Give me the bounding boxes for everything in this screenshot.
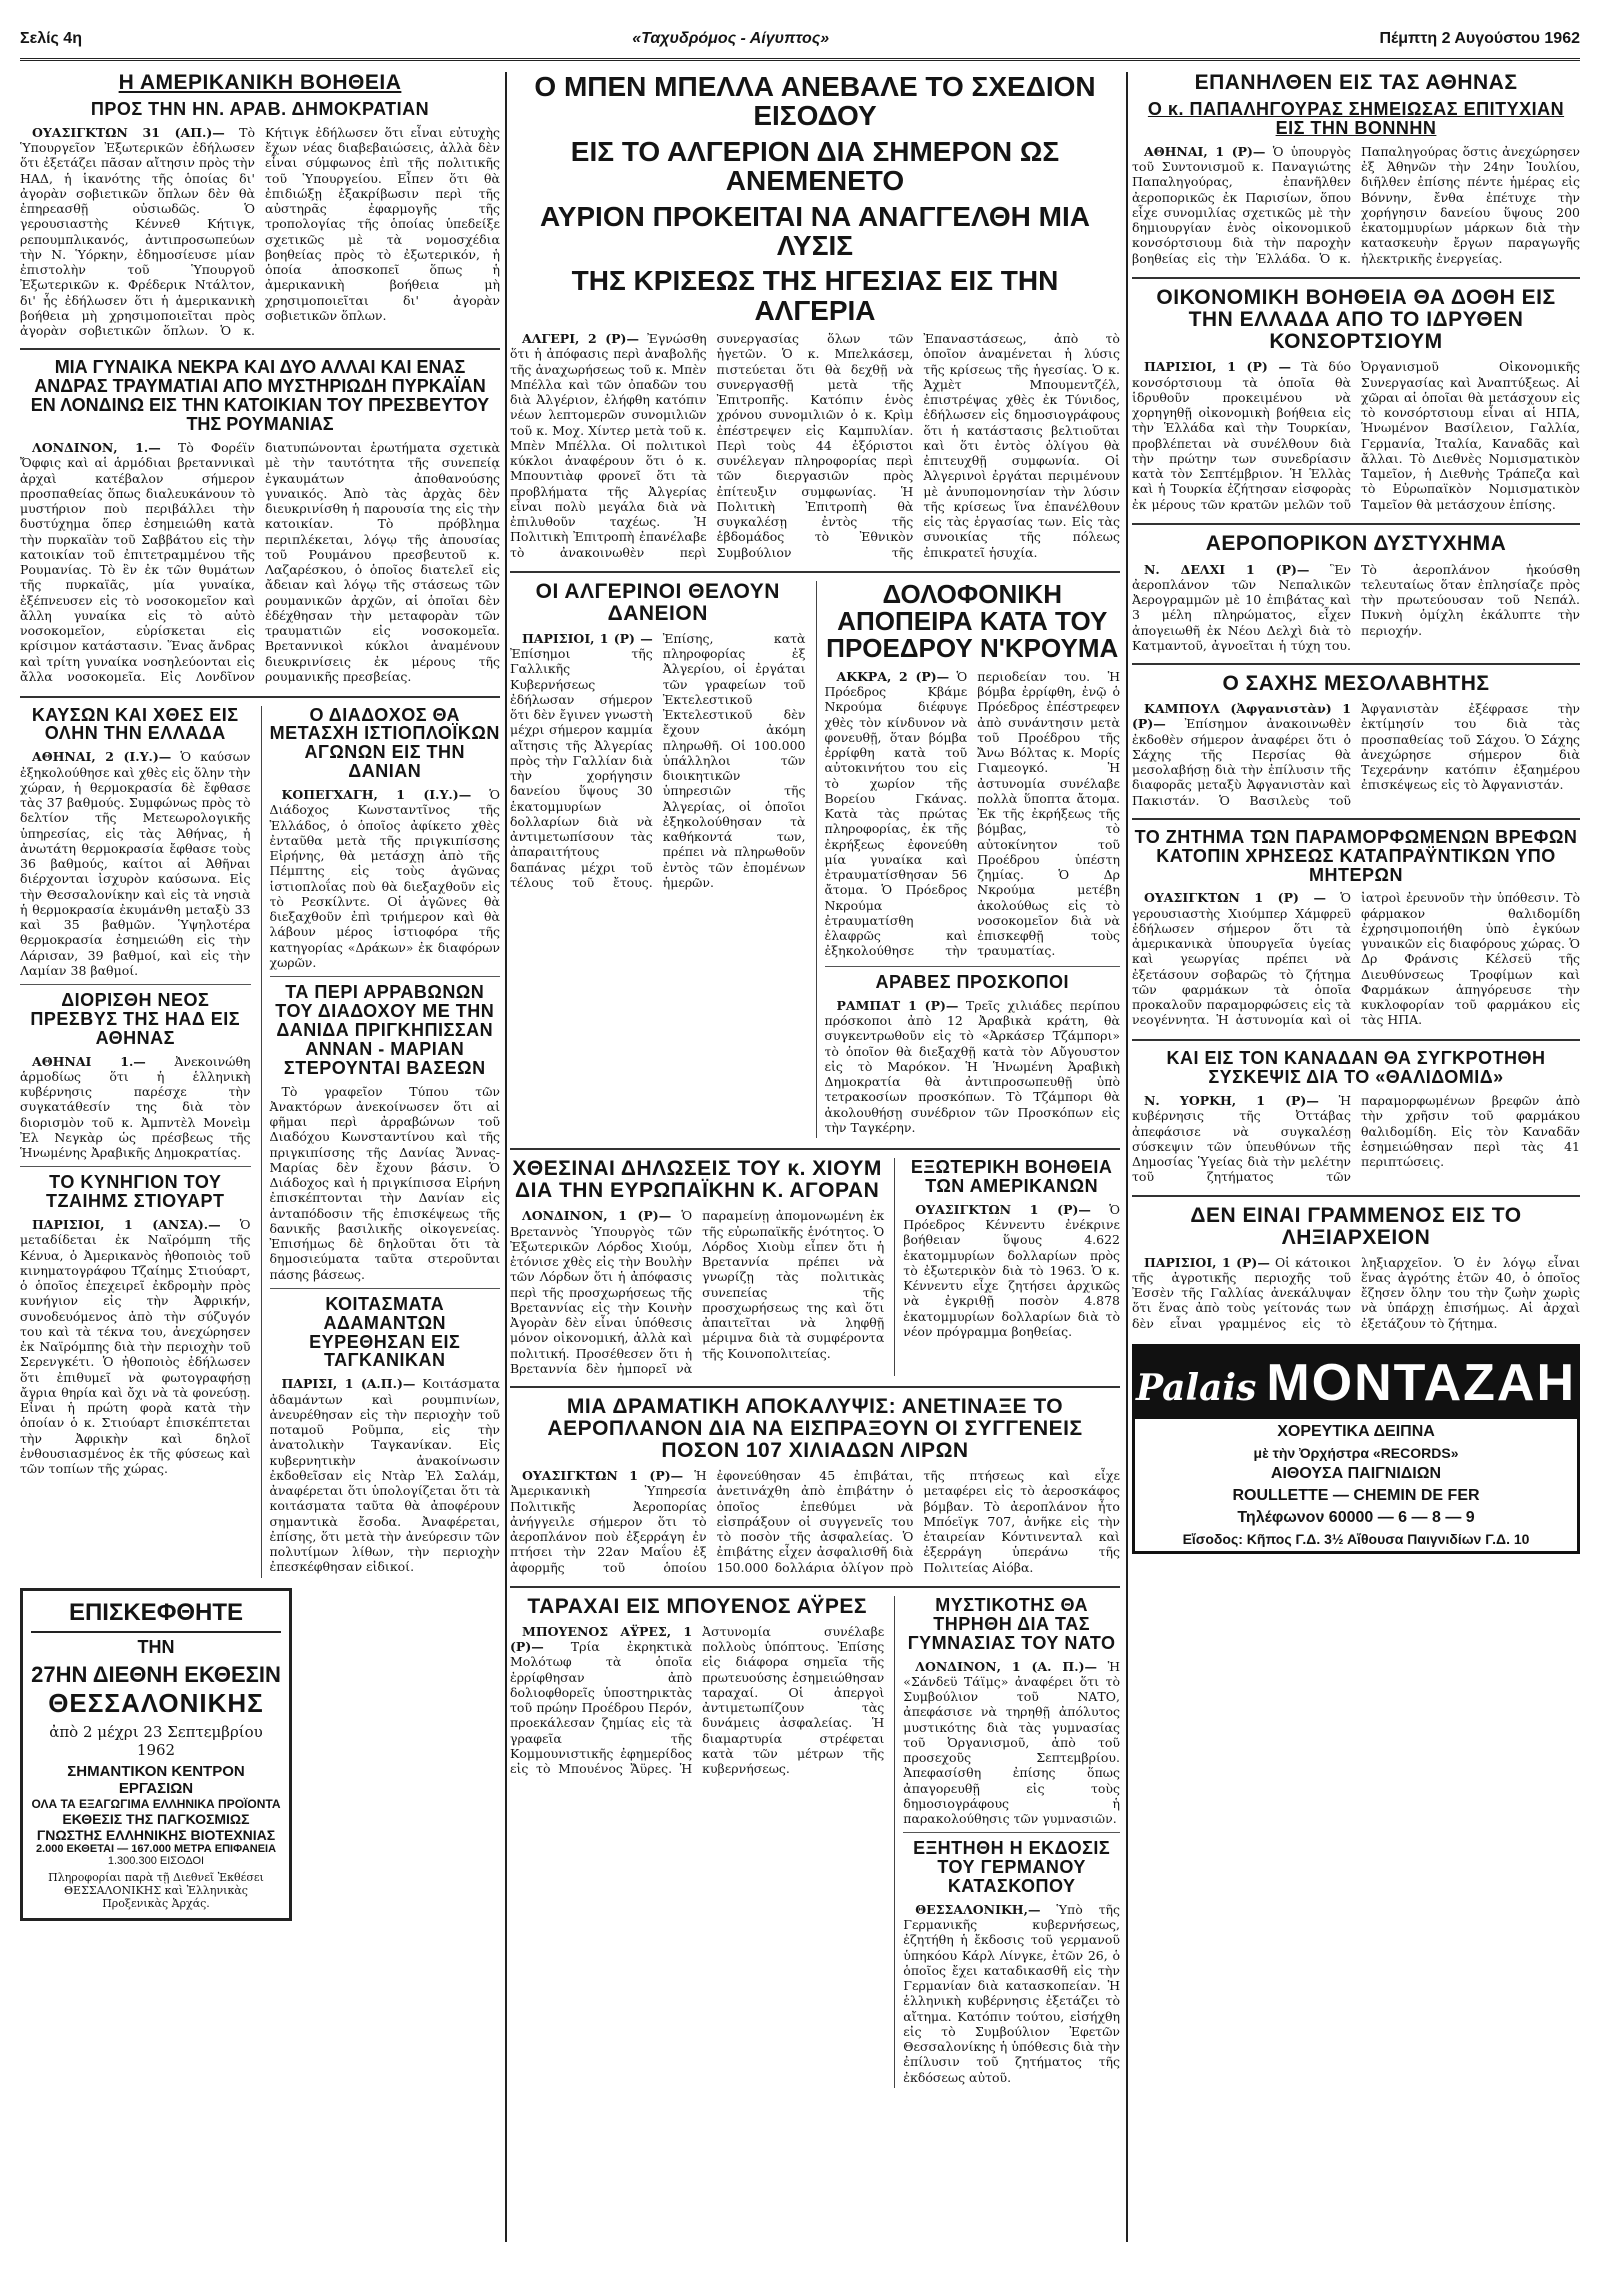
- headline: ΜΥΣΤΙΚΟΤΗΣ ΘΑ ΤΗΡΗΘΗ ΔΙΑ ΤΑΣ ΓΥΜΝΑΣΙΑΣ ΤΟΥ ΝΑΤΟ: [907, 1594, 1116, 1653]
- dateline: ΑΚΚΡΑ, 2 (Ρ)—: [836, 668, 950, 684]
- article-text: Ἐγνώσθη ὅτι ἡ ἀπόφασις περὶ ἀναβολῆς τῆς ἀναχωρήσεως τοῦ κ. Μπὲν Μπέλλα καὶ τῶν ὀπαδῶν του διὰ Ἀλγέριον, ἐλήφθη κατόπιν νέων λεπτομερῶν συνομιλιῶν τοῦ κ. Μοχ. Χίντερ μετὰ τοῦ κ. Μπὲν Μπέλλα. Οἱ πολιτικοὶ κύκλοι ἀναφέρουν ὅτι ὁ κ. Μπουντιὰφ φρονεῖ ὅτι τὰ προβλήματα τῆς Ἀλγερίας εἶναι πολὺ μεγάλα διὰ νὰ ἐπιλυθοῦν ταχέως. Ἡ Πολιτικὴ Ἐπιτροπὴ ἐπανέλαβε τὸ ἀνακοινωθὲν περὶ συνεργασίας ὅλων τῶν ἡγετῶν. Ὁ κ. Μπελκάσεμ, πιστεύεται ὅτι θὰ δεχθῇ νὰ συνεργασθῇ μετὰ τῆς Ἐπιτροπῆς. Κατόπιν ἑνὸς χρόνου συνομιλιῶν ὁ κ. Κρὶμ ἐπέστρεψεν εἰς Καμπυλίαν. Περὶ τοὺς 44 ἐξόριστοι συνέλεγαν πληροφορίας περὶ τῶν διεργασιῶν πρὸς ἐπίτευξιν συμφωνίας. Ἡ Πολιτικὴ Ἐπιτροπὴ θὰ συγκαλέσῃ ἐντὸς τῆς ἑβδομάδος τὸ Ἐθνικὸν Συμβούλιον τῆς Ἐπαναστάσεως, ἀπὸ τὸ ὁποῖον ἀναμένεται ἡ λύσις τῆς κρίσεως τῆς ἡγεσίας. Ὁ κ. Ἀχμὲτ Μπουμεντζέλ, ἐπιστρέψας χθὲς ἐκ Τύνιδος, ἐδήλωσεν εἰς δημοσιογράφους ὅτι ἡ κατάστασις βελτιοῦται καὶ ὅτι ἐντὸς ὀλίγου θὰ ἐπιτευχθῇ συμφωνία. Οἱ Ἀλγερινοὶ ἐργάται περιμένουν μὲ ἀνυπομονησίαν τὴν λύσιν τῆς κρίσεως ἵνα ἐπανέλθουν εἰς τὰς ἐργασίας των. Εἰς τὰς συνοικίας τῆς πόλεως ἐπικρατεῖ ἡσυχία.: [510, 331, 1120, 560]
- article-text: Ὁ Πρόεδρος Κβάμε Νκρούμα διέφυγε χθὲς τὸν κίνδυνον νὰ φονευθῇ, ὅταν βόμβα ἐρρίφθη κατὰ τοῦ αὐτοκινήτου του εἰς τὸ χωρίον τῆς Βορείου Γκάνας. Κατὰ τὰς πρώτας πληροφορίας, ἐκ τῆς ἐκρήξεως ἐφονεύθη μία γυναίκα καὶ ἐτραυματίσθησαν 56 ἄτομα. Ὁ Πρόεδρος Νκρούμα ἐτραυματίσθη ἐλαφρῶς καὶ ἐξηκολούθησε τὴν περιοδείαν του. Ἡ βόμβα ἐρρίφθη, ἐνῷ ὁ Πρόεδρος ἐπέστρεφεν ἀπὸ συνάντησιν μετὰ τοῦ Προέδρου τῆς Ἄνω Βόλτας κ. Μορίς Γιαμεογκό. Ἡ ἀστυνομία συνέλαβε πολλὰ ὕποπτα ἄτομα. Ἐκ τῆς ἐκρήξεως τῆς βόμβας, τὸ αὐτοκίνητον τοῦ Προέδρου ὑπέστη ζημίας. Ὁ Δρ Νκρούμα μετέβη ἀκολούθως εἰς τὸ νοσοκομεῖον διὰ νὰ ἐπισκεφθῇ τοὺς τραυματίας.: [824, 668, 1120, 959]
- dateline: ΟΥΑΣΙΓΚΤΩΝ 1 (Ρ)—: [522, 1468, 684, 1484]
- palais-montazah-advertisement: [1132, 1344, 1580, 1554]
- page-number: Σελίς 4η: [20, 30, 82, 47]
- fair-advertisement: [20, 1588, 292, 1921]
- ad-line: 1.300.300 ΕΙΣΟΔΟΙ: [107, 1854, 205, 1867]
- article-body: [903, 1202, 1120, 1339]
- right-subcolumn: [894, 1596, 1120, 2088]
- article-body: [20, 749, 251, 978]
- article-row-5: [510, 1586, 1120, 2088]
- headline: ΕΞΗΤΗΘΗ Η ΕΚΔΟΣΙΣ ΤΟΥ ΓΕΡΜΑΝΟΥ ΚΑΤΑΣΚΟΠΟΥ: [913, 1838, 1111, 1897]
- ad-line: ΕΚΘΕΣΙΣ ΤΗΣ ΠΑΓΚΟΣΜΙΩΣ ΓΝΩΣΤΗΣ ΕΛΛΗΝΙΚΗΣ ΒΙΟΤΕΧΝΙΑΣ: [36, 1810, 276, 1843]
- article-american-aid: [20, 72, 500, 338]
- headline: ΑΡΑΒΕΣ ΠΡΟΣΚΟΠΟΙ: [875, 972, 1069, 993]
- ad-line: ἀπὸ 2 μέχρι 23 Σεπτεμβρίου 1962: [49, 1722, 263, 1759]
- divider: [20, 984, 251, 985]
- dateline: ΠΑΡΙΣΙΟΙ, 1 (Ρ) —: [522, 630, 653, 646]
- article-body: [20, 125, 500, 339]
- article-body: [1132, 562, 1580, 654]
- column-rule: [1126, 72, 1128, 2242]
- article-text: Ἐπίσημον ἀνακοινωθὲν ἐκδοθὲν σήμερον ἀναφέρει ὅτι ὁ Σάχης τῆς Περσίας θὰ μεσολαβήσῃ διὰ τὴν ἐπίλυσιν τῆς διαφορᾶς μεταξὺ Ἀφγανιστὰν καὶ Πακιστάν. Ὁ Βασιλεὺς τοῦ Ἀφγανιστὰν ἐξέφρασε τὴν ἐκτίμησίν του διὰ τὰς προσπαθείας τοῦ Σάχου. Ὁ Σάχης ἀνεχώρησε σήμερον διὰ Τεχεράνην κατόπιν ἐξαημέρου ἐπισκέψεως εἰς τὸ Ἀφγανιστάν.: [1132, 701, 1580, 808]
- issue-date: Πέμπτη 2 Αυγούστου 1962: [1379, 30, 1580, 47]
- headline: ΤΑΡΑΧΑΙ ΕΙΣ ΜΠΟΥΕΝΟΣ ΑΫΡΕΣ: [527, 1594, 867, 1618]
- article-body: [510, 331, 1120, 561]
- dateline: ΑΘΗΝΑΙ 1.—: [32, 1053, 146, 1069]
- article-text: Ὁ Βρεταννὸς Ὑπουργὸς τῶν Ἐξωτερικῶν Λόρδος Χιούμ, ἐτόνισε χθὲς εἰς τὴν Βουλὴν τῶν Λόρδων ὅτι ἡ ἀπόφασις περὶ τῆς προσχωρήσεως τῆς Βρεταννίας εἰς τὴν Κοινὴν Ἀγορὰν δὲν εἶναι ὑπόθεσις μόνον οἰκονομική, ἀλλὰ καὶ πολιτική. Προσέθεσεν ὅτι ἡ Βρεταννία δὲν ἠμπορεῖ νὰ παραμείνῃ ἀπομονωμένη ἐκ τῆς εὐρωπαϊκῆς ἑνότητος. Ὁ Λόρδος Χιοὺμ εἶπεν ὅτι ἡ Βρεταννία πρέπει νὰ γνωρίζῃ τὰς πολιτικὰς συνεπείας τῆς προσχωρήσεως της καὶ ὅτι ἀπαιτεῖται νὰ ληφθῇ μέριμνα διὰ τὰ συμφέροντα τῆς Κοινοπολιτείας.: [510, 1208, 885, 1376]
- left-subcolumn: [510, 581, 806, 1138]
- article-text: Ὑπὸ τῆς Γερμανικῆς κυβερνήσεως, ἐζητήθη ἡ ἔκδοσις τοῦ γερμανοῦ ὑπηκόου Κάρλ Λίνγκε, ἐτῶν 26, ὁ ὁποῖος ἔχει καταδικασθῆ εἰς τὴν Γερμανίαν διὰ κατασκοπείαν. Ἡ ἑλληνικὴ κυβέρνησις ἐξετάζει τὸ αἴτημα. Κατόπιν τούτου, εἰσήχθη εἰς τὸ Συμβούλιον Ἐφετῶν Θεσσαλονίκης ἡ ὑπόθεσις διὰ τὴν ἐπίλυσιν τοῦ ζητήματος τῆς ἐκδόσεως αὐτοῦ.: [903, 1901, 1120, 2085]
- headline: ΤΑ ΠΕΡΙ ΑΡΡΑΒΩΝΩΝ ΤΟΥ ΔΙΑΔΟΧΟΥ ΜΕ ΤΗΝ ΔΑΝΙΔΑ ΠΡΙΓΚΗΠΙΣΣΑΝ ΑΝΝΑΝ - ΜΑΡΙΑΝ ΣΤΕΡΟΥΝΤΑΙ ΒΑΣΕΩΝ: [275, 982, 495, 1078]
- ad-line: Πληροφορίαι παρὰ τῇ Διεθνεῖ Ἐκθέσει ΘΕΣΣΑΛΟΝΙΚΗΣ καὶ Ἑλληνικὰς Προξενικὰς Ἀρχάς.: [48, 1870, 264, 1910]
- right-column: [1132, 72, 1580, 2242]
- article-body: [20, 1054, 251, 1161]
- dateline: Ν. ΥΟΡΚΗ, 1 (Ρ)—: [1144, 1093, 1319, 1109]
- headline: Ο ΔΙΑΔΟΧΟΣ ΘΑ ΜΕΤΑΣΧΗ ΙΣΤΙΟΠΛΟΪΚΩΝ ΑΓΩΝΩΝ ΕΙΣ ΤΗΝ ΔΑΝΙΑΝ: [269, 704, 500, 782]
- ad-line: ΕΠΙΣΚΕΦΘΗΤΕ: [31, 1599, 281, 1633]
- ad-banner: [1135, 1347, 1577, 1419]
- dateline: ΛΟΝΔΙΝΟΝ, 1.—: [32, 440, 161, 455]
- article-body: [903, 1902, 1120, 2085]
- center-column: [510, 72, 1120, 2242]
- headline: Η ΑΜΕΡΙΚΑΝΙΚΗ ΒΟΗΘΕΙΑ: [118, 72, 402, 94]
- article-body: [825, 998, 1121, 1135]
- headline: ΧΘΕΣΙΝΑΙ ΔΗΛΩΣΕΙΣ ΤΟΥ κ. ΧΙΟΥΜ ΔΙΑ ΤΗΝ ΕΥΡΩΠΑΪΚΗΝ Κ. ΑΓΟΡΑΝ: [512, 1157, 882, 1203]
- article-body: [1132, 1093, 1580, 1185]
- article-registry: [1132, 1195, 1580, 1333]
- article-body: [1132, 1255, 1580, 1333]
- article-shah: [1132, 663, 1580, 808]
- ad-line: 2.000 ΕΚΘΕΤΑΙ — 167.000 ΜΕΤΡΑ ΕΠΙΦΑΝΕΙΑ: [35, 1842, 277, 1855]
- article-body: [1132, 701, 1580, 808]
- article-thalidomide: [1132, 818, 1580, 1029]
- article-body: [825, 669, 1121, 960]
- article-body: [510, 1624, 884, 1778]
- headline: ΚΑΥΣΩΝ ΚΑΙ ΧΘΕΣ ΕΙΣ ΟΛΗΝ ΤΗΝ ΕΛΛΑΔΑ: [31, 704, 239, 744]
- article-canada: [1132, 1039, 1580, 1184]
- left-column: [20, 72, 500, 2242]
- article-body: [903, 1659, 1120, 1827]
- article-text: Ἐπίσημοι τῆς Γαλλικῆς Κυβερνήσεως ἐδήλωσαν σήμερον ὅτι δὲν ἔγινεν γνωστὴ μέχρι σήμερον καμμία αἴτησις τῆς Ἀλγερίας πρὸς τὴν Γαλλίαν διὰ τὴν χορήγησιν δανείου ὕψους 30 ἑκατομμυρίων δολλαρίων διὰ νὰ ἀντιμετωπίσουν τὰς ἀπαραιτήτους δαπάνας μέχρι τοῦ τέλους τοῦ ἔτους. Ἐπίσης, κατὰ πληροφορίας ἐξ Ἀλγερίου, οἱ ἐργάται τῶν γραφείων τοῦ Ἐκτελεστικοῦ Ἐκτελεστικοῦ δὲν ἔχουν ἀκόμη πληρωθῆ. Οἱ 100.000 ὑπάλληλοι τῶν διοικητικῶν ὑπηρεσιῶν τῆς Ἀλγερίας, οἱ ὁποῖοι ἐξηκολούθησαν τὰ καθήκοντά των, πρέπει νὰ πληρωθοῦν ἐντὸς τῶν ἐπομένων ἡμερῶν.: [510, 630, 806, 890]
- headline: ΕΞΩΤΕΡΙΚΗ ΒΟΗΘΕΙΑ ΤΩΝ ΑΜΕΡΙΚΑΝΩΝ: [910, 1157, 1113, 1197]
- headline: ΑΥΡΙΟΝ ΠΡΟΚΕΙΤΑΙ ΝΑ ΑΝΑΓΓΕΛΘΗ ΜΙΑ ΛΥΣΙΣ: [540, 200, 1090, 261]
- article-body: [510, 631, 806, 892]
- divider: [903, 1832, 1120, 1833]
- article-text: Ἓν ἀεροπλάνον τῶν Νεπαλικῶν Ἀερογραμμῶν μὲ 10 ἐπιβάτας καὶ 3 μέλη πληρώματος, εἶχεν ἀπογειωθῆ ἐκ Νέου Δελχὶ διὰ τὸ Κατμαντοῦ, ἀγνοεῖται ἡ τύχη του. Τὸ ἀεροπλάνον ἠκούσθη τελευταίως ὅταν ἐπλησίαζε πρὸς τὴν πρωτεύουσαν τοῦ Νεπάλ. Πυκνὴ ὁμίχλη ἐκάλυπτε τὴν περιοχήν.: [1132, 561, 1580, 653]
- dateline: ΡΑΜΠΑΤ 1 (Ρ)—: [836, 997, 959, 1013]
- dateline: ΟΥΑΣΙΓΚΤΩΝ 1 (Ρ) —: [1144, 890, 1327, 906]
- article-text: Κοιτάσματα ἀδαμάντων καὶ ρουμπινίων, ἀνευρέθησαν εἰς τὴν περιοχὴν τοῦ ποταμοῦ Ροῦμπα, εἰς τὴν ἀνατολικὴν Ταγκανίκαν. Εἰς κυβερνητικὴν ἀνακοίνωσιν ἐκδοθεῖσαν εἰς Ντὰρ Ἐλ Σαλάμ, ἀναφέρεται ὅτι ὑπολογίζεται ὅτι τὰ κοιτάσματα ταῦτα θὰ ἀποφέρουν σημαντικὰ ἔσοδα. Ἀναφέρεται, ἐπίσης, ὅτι μετὰ τὴν ἀνεύρεσιν τῶν πολυτίμων λίθων, τὴν περιοχὴν ἐπεσκέφθησαν εἰδικοί.: [269, 1376, 500, 1575]
- headline: ΤΟ ΚΥΝΗΓΙΟΝ ΤΟΥ ΤΖΑΙΗΜΣ ΣΤΙΟΥΑΡΤ: [46, 1172, 225, 1212]
- article-london-fire: [20, 348, 500, 685]
- article-body: [20, 1217, 251, 1476]
- column-rule: [505, 72, 507, 2242]
- right-subcolumn: [261, 706, 501, 1578]
- article-row-2: [510, 571, 1120, 1138]
- article-body: [270, 1084, 501, 1282]
- left-subcolumn: [510, 1596, 884, 2088]
- subheadline: ΠΡΟΣ ΤΗΝ ΗΝ. ΑΡΑΒ. ΔΗΜΟΚΡΑΤΙΑΝ: [90, 99, 430, 120]
- newspaper-page: [20, 20, 1580, 2250]
- article-papaligouras: [1132, 72, 1580, 267]
- ad-line: ΘΕΣΣΑΛΟΝΙΚΗΣ: [48, 1687, 264, 1718]
- article-text: Οἱ κάτοικοι τῆς ἀγροτικῆς περιοχῆς τοῦ Ἐσσὲν τῆς Γαλλίας ἀνεκάλυψαν ὅτι ἕνας ἀπὸ τοὺς γείτονάς των δὲν εἶναι γραμμένος εἰς τὸ ληξιαρχεῖον. Ὁ ἐν λόγῳ εἶναι ἕνας ἀγρότης ἐτῶν 40, ὁ ὁποῖος ἔζησεν ὅλην του τὴν ζωὴν χωρὶς νὰ ὑπάρχῃ ἐπισήμως. Αἱ ἀρχαὶ ἐξετάζουν τὸ ζήτημα.: [1132, 1254, 1580, 1331]
- ad-line: ΑΙΘΟΥΣΑ ΠΑΙΓΝΙΔΙΩΝ: [1270, 1465, 1442, 1483]
- dateline: ΛΟΝΔΙΝΟΝ, 1 (Ρ)—: [522, 1208, 672, 1224]
- article-text: Ὁ Πρόεδρος Κέννεντυ ἐνέκρινε βοήθειαν ὕψους 4.622 ἑκατομμυρίων δολλαρίων πρὸς τὸ ἐξωτερικὸν διὰ τὸ 1963. Ὁ κ. Κέννεντυ εἶχε ζητήσει ἀρχικῶς νὰ ἐγκριθῇ ποσὸν 4.878 ἑκατομμυρίων δολλαρίων διὰ τὸ νέον πρόγραμμα βοηθείας.: [903, 1201, 1120, 1339]
- headline: ΔΕΝ ΕΙΝΑΙ ΓΡΑΜΜΕΝΟΣ ΕΙΣ ΤΟ ΛΗΞΙΑΡΧΕΙΟΝ: [1190, 1203, 1522, 1249]
- right-subcolumn: [894, 1158, 1120, 1376]
- divider: [825, 966, 1121, 967]
- article-body: [1132, 359, 1580, 513]
- article-body: [1132, 890, 1580, 1029]
- article-text: Ἡ «Σάνδεϋ Τάϊμς» ἀναφέρει ὅτι τὸ Συμβούλιον τοῦ ΝΑΤΟ, ἀπεφάσισε νὰ τηρηθῇ ἀπόλυτος μυστικότης διὰ τὰς γυμνασίας τοῦ Ὀργανισμοῦ, ἀπὸ τοῦ προσεχοῦς Σεπτεμβρίου. Ἀπεφασίσθη ἐπίσης ὅπως ἀπαγορευθῇ εἰς τοὺς δημοσιογράφους ἡ παρακολούθησις τῶν γυμνασιῶν.: [903, 1658, 1120, 1827]
- article-ben-bella: [510, 72, 1120, 561]
- headline: ΚΟΙΤΑΣΜΑΤΑ ΑΔΑΜΑΝΤΩΝ ΕΥΡΕΘΗΣΑΝ ΕΙΣ ΤΑΓΚΑΝΙΚΑΝ: [309, 1293, 461, 1371]
- ad-name: MONTAZAH: [1266, 1354, 1577, 1413]
- dateline: ΛΟΝΔΙΝΟΝ, 1 (Α. Π.)—: [915, 1658, 1098, 1674]
- dateline: ΠΑΡΙΣΙ, 1 (Α.Π.)—: [281, 1376, 416, 1392]
- headline: ΟΙΚΟΝΟΜΙΚΗ ΒΟΗΘΕΙΑ ΘΑ ΔΟΘΗ ΕΙΣ ΤΗΝ ΕΛΛΑΔΑ ΑΠΟ ΤΟ ΙΔΡΥΘΕΝ ΚΟΝΣΟΡΤΣΙΟΥΜ: [1156, 286, 1556, 354]
- article-text: Ἡ κυβέρνησις τῆς Ὀττάβας ἀπεφάσισε νὰ συγκαλέσῃ σύσκεψιν τῶν ὑπευθύνων τῆς Δημοσίας Ὑγείας διὰ τὴν μελέτην τοῦ ζητήματος τῶν παραμορφωμένων βρεφῶν ἀπὸ τὴν χρῆσιν τοῦ φαρμάκου θαλιδομίδη. Εἰς τὸν Καναδᾶν ἐσημειώθησαν περὶ τὰς 41 περιπτώσεις.: [1132, 1093, 1580, 1185]
- dateline: ΚΟΠΕΓΧΑΓΗ, 1 (Ι.Υ.)—: [281, 787, 472, 803]
- ad-line: ΧΟΡΕΥΤΙΚΑ ΔΕΙΠΝΑ: [1277, 1423, 1435, 1441]
- dateline: ΑΘΗΝΑΙ, 2 (Ι.Υ.)—: [32, 749, 172, 765]
- headline: ΜΙΑ ΔΡΑΜΑΤΙΚΗ ΑΠΟΚΑΛΥΨΙΣ: ΑΝΕΤΙΝΑΞΕ ΤΟ ΑΕΡΟΠΛΑΝΟΝ ΔΙΑ ΝΑ ΕΙΣΠΡΑΞΟΥΝ ΟΙ ΣΥΓΓΕΝΕΙΣ ΠΟΣΟΝ 107 ΧΙΛΙΑΔΩΝ ΛΙΡΩΝ: [547, 1395, 1083, 1463]
- article-text: Ὁ Διάδοχος Κωνσταντῖνος τῆς Ἑλλάδος, ὁ ὁποῖος ἀφίκετο χθὲς ἐνταῦθα μετὰ τῆς πριγκιπίσσης Εἰρήνης, θὰ μετάσχῃ ἀπὸ τῆς Πέμπτης εἰς τοὺς ἀγῶνας ἱστιοπλοΐας ποὺ θὰ διεξαχθοῦν εἰς τὸ Ρεσκίλντε. Οἱ ἀγῶνες θὰ διεξαχθοῦν ἐπὶ τριήμερον καὶ θὰ λάβουν μέρος ἱστιοφόρα τῆς κατηγορίας «Δράκων» ἐκ διαφόρων χωρῶν.: [269, 787, 500, 970]
- dateline: ΟΥΑΣΙΓΚΤΩΝ 1 (Ρ)—: [915, 1201, 1091, 1217]
- article-text: Ἀνεκοινώθη ἁρμοδίως ὅτι ἡ ἑλληνικὴ κυβέρνησις παρέσχε τὴν συγκατάθεσίν της διὰ τὸν διορισμὸν τοῦ κ. Ἀμπντὲλ Μονεὶμ Ἐλ Νεγκὰρ ὡς πρέσβεως τῆς Ἡνωμένης Ἀραβικῆς Δημοκρατίας.: [20, 1053, 251, 1161]
- dateline: ΑΛΓΕΡΙ, 2 (Ρ)—: [522, 331, 639, 347]
- ad-line: ROULLETTE — CHEMIN DE FER: [1232, 1487, 1480, 1505]
- article-text: Τὸ Φορέϊν Ὄφφις καὶ αἱ ἁρμόδιαι βρεταννικαὶ ἀρχαὶ κατέβαλον σήμερον προσπαθείας ὅπως διαλευκάνουν τὸ μυστήριον ποὺ περιβάλλει τὴν δυστύχημα ὅπερ ἐσημειώθη κατὰ τὴν πυρκαϊὰν τοῦ Σαββάτου εἰς τὴν κατοικίαν τοῦ ἐπιτετραμμένου τῆς Ρουμανίας. Τὸ ἓν ἐκ τῶν θυμάτων τῆς πυρκαϊᾶς, μία γυναίκα, ἐξέπνευσεν εἰς τὸ νοσοκομεῖον καὶ ἄλλη γυναίκα εἰς τὸ αὐτὸ νοσοκομεῖον, εὑρίσκεται εἰς κρίσιμον κατάστασιν. Ἕνας ἄνδρας καὶ τρίτη γυναίκα νοσηλεύονται εἰς ἄλλα νοσοκομεῖα. Εἰς Λονδῖνον διατυπώνονται ἐρωτήματα σχετικὰ μὲ τὴν ταυτότητα τῆς συνεπείᾳ ἐγκαυμάτων ἀποθανούσης γυναικός. Ἀπὸ τὰς ἀρχὰς δὲν διευκρινίσθη ἡ παρουσία της εἰς τὴν κατοικίαν. Τὸ πρόβλημα περιπλέκεται, λόγῳ τῆς ἀπουσίας τοῦ Ρουμάνου πρεσβευτοῦ κ. Λαζαρέσκου, ὁ ὁποῖος διατελεῖ εἰς ἄδειαν καὶ λόγῳ τῆς στάσεως τῶν ρουμανικῶν ἀρχῶν, αἱ ὁποῖαι δὲν ἐδέχθησαν τὴν μεταφορὰν τῶν τραυματιῶν εἰς νοσοκομεῖα. Βρεταννικοὶ κύκλοι ἀναμένουν διευκρινίσεις ἐκ μέρους τῆς ρουμανικῆς πρεσβείας.: [20, 440, 500, 684]
- article-text: Ὁ γερουσιαστὴς Χιούμπερ Χάμφρεϋ ἐδήλωσεν σήμερον ὅτι τὰ ἀμερικανικὰ ὑπουργεῖα ὑγείας καὶ γεωργίας πρέπει νὰ ἐξετάσουν σοβαρῶς τὸ ζήτημα τῶν φαρμάκων τὰ ὁποῖα προκαλοῦν παραμορφώσεις εἰς τὰ νεογέννητα. Ἡ ἀστυνομία καὶ οἱ ἰατροὶ ἐρευνοῦν τὴν ὑπόθεσιν. Τὸ φάρμακον θαλιδομίδη ἐχρησιμοποιήθη ὑπὸ ἐγκύων γυναικῶν εἰς διαφόρους χώρας. Ὁ Δρ Φράνσις Κέλσεϋ τῆς Διευθύνσεως Τροφίμων καὶ Φαρμάκων ἀπηγόρευσε τὴν κυκλοφορίαν τοῦ φαρμάκου εἰς τὰς ΗΠΑ.: [1132, 890, 1580, 1028]
- ad-line: ΣΗΜΑΝΤΙΚΟΝ ΚΕΝΤΡΟΝ ΕΡΓΑΣΙΩΝ: [67, 1762, 245, 1797]
- article-text: Τρία ἐκρηκτικὰ Μολότωφ τὰ ὁποῖα ἐρρίφθησαν ἀπὸ δολιοφθορεῖς ὑποστηρικτὰς τοῦ πρώην Προέδρου Περόν, προεκάλεσαν ζημίας εἰς τὰ γραφεῖα τῆς Κομμουνιστικῆς ἐφημερίδος εἰς τὸ Μπουένος Ἄϋρες. Ἡ Ἀστυνομία συνέλαβε πολλοὺς ὑπόπτους. Ἐπίσης εἰς διάφορα σημεῖα τῆς πρωτευούσης ἐσημειώθησαν ταραχαί. Οἱ ἀπεργοὶ ἀντιμετωπίζουν τὰς δυνάμεις ἀσφαλείας. Ἡ διαμαρτυρία στρέφεται κατὰ τῶν μέτρων τῆς κυβερνήσεως.: [510, 1623, 885, 1777]
- ad-line: 27ΗΝ ΔΙΕΘΝΗ ΕΚΘΕΣΙΝ: [31, 1661, 281, 1687]
- headline: ΤΟ ΖΗΤΗΜΑ ΤΩΝ ΠΑΡΑΜΟΡΦΩΜΕΝΩΝ ΒΡΕΦΩΝ ΚΑΤΟΠΙΝ ΧΡΗΣΕΩΣ ΚΑΤΑΠΡΑΫΝΤΙΚΩΝ ΥΠΟ ΜΗΤΕΡΩΝ: [1134, 826, 1578, 885]
- subheadline: Ο κ. ΠΑΠΑΛΗΓΟΥΡΑΣ ΣΗΜΕΙΩΣΑΣ ΕΠΙΤΥΧΙΑΝ ΕΙΣ ΤΗΝ ΒΟΝΝΗΝ: [1147, 99, 1565, 138]
- dateline: ΚΑΜΠΟΥΛ (Ἀφγανιστὰν) 1 (Ρ)—: [1132, 701, 1351, 732]
- article-air-accident: [1132, 523, 1580, 653]
- dateline: Ν. ΔΕΛΧΙ 1 (Ρ)—: [1144, 561, 1310, 577]
- article-text: Ὁ ὑπουργὸς τοῦ Συντονισμοῦ κ. Παναγιώτης Παπαληγούρας, ἐπανῆλθεν ἀεροπορικῶς ἐκ Παρισίων, ὅπου εἶχε συνομιλίας σχετικῶς μὲ τὴν δημιουργίαν ἑνὸς οἰκονομικοῦ κονσόρτσιουμ διὰ τὴν παροχὴν βοηθείας εἰς τὴν Ἑλλάδα. Ὁ κ. Παπαληγούρας ὅστις ἀνεχώρησεν ἐξ Ἀθηνῶν τὴν 24ην Ἰουλίου, διῆλθεν ἐπίσης πέντε ἡμέρας εἰς Βόννην, ἔνθα ἐπέτυχε τὴν χορήγησιν δανείου ὕψους 200 ἑκατομμυρίων μάρκων διὰ τὴν κατασκευὴν ἔργων παραγωγῆς ἠλεκτρικῆς ἐνεργείας.: [1132, 143, 1580, 266]
- article-text: Τὸ Ὑπουργεῖον Ἐξωτερικῶν ἐδήλωσεν ὅτι ἐξετάζει πᾶσαν αἴτησιν πρὸς τὴν ΗΑΔ, ἡ ἱκανότης τῆς ὁποίας δι' ἀγορὰν σοβιετικῶν ὅπλων δὲν θὰ ἐπηρεασθῇ οὐσιωδῶς. Ὁ γερουσιαστὴς Κέννεθ Κήτιγκ, ρεπουμπλικανός, ἀντιπροσωπεύων τὴν Ν. Ὑόρκην, ἐδημοσίευσε μίαν ἐπιστολὴν τοῦ Ὑπουργοῦ Ἐξωτερικῶν κ. Φρέδερικ Ντάλτον, δι' ἧς ἐδήλωσεν ὅτι ἡ ἀμερικανικὴ βοήθεια μὴ χρησιμοποιεῖται πρὸς ἀγορὰν σοβιετικῶν ὅπλων. Ὁ κ. Κήτιγκ ἐδήλωσεν ὅτι εἶναι εὐτυχὴς ἔχων νέας διαβεβαιώσεις, ἀλλὰ δὲν εἶναι σύμφωνος ἐπὶ τῆς πολιτικῆς τοῦ Ὑπουργείου. Εἶπεν ὅτι θὰ ἐπιδιώξῃ ἐξακρίβωσιν περὶ τῆς αὐστηρᾶς ἐφαρμογῆς τῆς τροπολογίας τῆς ὁποίας ὑπεδείξε σχετικῶς μὲ τὰ νομοσχέδια βοηθείας πρὸς τὸ ἐξωτερικόν, ἡ ὁποία ἀποσκοπεῖ ὅπως ἡ ἀμερικανικὴ βοήθεια μὴ χρησιμοποιεῖται δι' ἀγορὰν σοβιετικῶν ὅπλων.: [20, 124, 500, 339]
- left-subcolumn: [20, 706, 251, 1578]
- dateline: ΘΕΣΣΑΛΟΝΙΚΗ,—: [915, 1901, 1041, 1917]
- ad-line: ΤΗΝ: [137, 1636, 175, 1657]
- left-subcolumn: [510, 1158, 884, 1376]
- article-body: [1132, 144, 1580, 268]
- headline: ΜΙΑ ΓΥΝΑΙΚΑ ΝΕΚΡΑ ΚΑΙ ΔΥΟ ΑΛΛΑΙ ΚΑΙ ΕΝΑΣ ΑΝΔΡΑΣ ΤΡΑΥΜΑΤΙΑΙ ΑΠΟ ΜΥΣΤΗΡΙΩΔΗ ΠΥΡΚΑΪΑΝ ΕΝ ΛΟΝΔΙΝΩ ΕΙΣ ΤΗΝ ΚΑΤΟΙΚΙΑΝ ΤΟΥ ΠΡΕΣΒΕΥΤΟΥ ΤΗΣ ΡΟΥΜΑΝΙΑΣ: [30, 357, 490, 435]
- dateline: ΠΑΡΙΣΙΟΙ, 1 (Ρ)—: [1144, 1254, 1270, 1270]
- headline: ΕΙΣ ΤΟ ΑΛΓΕΡΙΟΝ ΔΙΑ ΣΗΜΕΡΟΝ ΩΣ ΑΝΕΜΕΝΕΤΟ: [570, 135, 1060, 197]
- divider: [270, 1288, 501, 1289]
- article-text: Τὸ γραφεῖον Τύπου τῶν Ἀνακτόρων ἀνεκοίνωσεν ὅτι αἱ φῆμαι περὶ ἀρραβώνων τοῦ Διαδόχου Κωνσταντίνου καὶ τῆς πριγκιπίσσης τῆς Δανίας Ἄννας-Μαρίας δὲν ἔχουν βάσιν. Ὁ Διάδοχος καὶ ἡ πριγκίπισσα Εἰρήνη ἐπισκέπτονται τὴν Δανίαν εἰς ἀνταπόδοσιν τῆς ἐπισκέψεως τῆς δανικῆς βασιλικῆς οἰκογενείας. Ἐπισήμως δὲ δηλοῦται ὅτι τὰ δημοσιεύματα ταῦτα στεροῦνται πάσης βάσεως.: [269, 1083, 500, 1282]
- dateline: ΠΑΡΙΣΙΟΙ, 1 (Ρ) —: [1144, 359, 1291, 375]
- masthead: [20, 20, 1580, 61]
- dateline: ΟΥΑΣΙΓΚΤΩΝ 31 (ΑΠ.)—: [32, 124, 225, 140]
- article-text: Ὁ μεταδίδεται ἐκ Ναϊρόμπη τῆς Κένυα, ὁ Ἀμερικανὸς ἠθοποιὸς τοῦ κινηματογράφου Τζαίημς Στιούαρτ, ὁ ὁποῖος ἐπεχειρεῖ ἐκδρομὴν πρὸς κυνήγιον εἰς τὴν Ἀφρικήν, συνοδευόμενος ἀπὸ τὴν σύζυγόν του καὶ τὰ τέκνα του, ἀνεχώρησεν ἐκ Ναϊρόμπης διὰ τὴν περιοχὴν τοῦ Σερενγκέτι. Ὁ ἠθοποιὸς ἐδήλωσεν ὅτι ἐπιθυμεῖ νὰ φωτογραφήσῃ ἄγρια θηρία καὶ ὄχι νὰ τὰ φονεύσῃ. Εἶναι ἡ πρώτη φορὰ κατὰ τὴν ὁποίαν ὁ κ. Στιούαρτ ἐπισκέπτεται τὴν Ἀφρικὴν καὶ δηλοῖ ἐνθουσιασμένος ἐκ τῆς φύσεως καὶ τῶν τοπίων τῆς χώρας.: [20, 1217, 251, 1477]
- headline: ΑΕΡΟΠΟΡΙΚΟΝ ΔΥΣΤΥΧΗΜΑ: [1205, 532, 1507, 556]
- headline: ΔΟΛΟΦΟΝΙΚΗ ΑΠΟΠΕΙΡΑ ΚΑΤΑ ΤΟΥ ΠΡΟΕΔΡΟΥ Ν'ΚΡΟΥΜΑ: [826, 578, 1119, 664]
- ad-line: Τηλέφωνον 60000 — 6 — 8 — 9: [1237, 1509, 1475, 1527]
- divider: [270, 976, 501, 977]
- ad-name-script: Palais: [1135, 1367, 1257, 1410]
- article-body: [510, 1468, 1120, 1576]
- article-plane-bomb: [510, 1386, 1120, 1576]
- article-body: [510, 1208, 884, 1376]
- article-consortium: [1132, 277, 1580, 513]
- headline: ΚΑΙ ΕΙΣ ΤΟΝ ΚΑΝΑΔΑΝ ΘΑ ΣΥΓΚΡΟΤΗΘΗ ΣΥΣΚΕΨΙΣ ΔΙΑ ΤΟ «ΘΑΛΙΔΟΜΙΔ»: [1166, 1048, 1546, 1088]
- article-row-3: [20, 696, 500, 1578]
- headline: ΟΙ ΑΛΓΕΡΙΝΟΙ ΘΕΛΟΥΝ ΔΑΝΕΙΟΝ: [535, 579, 780, 625]
- right-subcolumn: [816, 578, 1121, 1138]
- headline: ΔΙΟΡΙΣΘΗ ΝΕΟΣ ΠΡΕΣΒΥΣ ΤΗΣ ΗΑΔ ΕΙΣ ΑΘΗΝΑΣ: [30, 990, 241, 1048]
- headline: ΤΗΣ ΚΡΙΣΕΩΣ ΤΗΣ ΗΓΕΣΙΑΣ ΕΙΣ ΤΗΝ ΑΛΓΕΡΙΑ: [571, 265, 1059, 326]
- divider: [20, 1166, 251, 1167]
- article-row-3: [510, 1148, 1120, 1376]
- headline: ΕΠΑΝΗΛΘΕΝ ΕΙΣ ΤΑΣ ΑΘΗΝΑΣ: [1194, 72, 1518, 94]
- newspaper-name: «Ταχυδρόμος - Αίγυπτος»: [632, 30, 830, 47]
- article-text: Τρεῖς χιλιάδες περίπου πρόσκοποι ἀπὸ 12 Ἀραβικὰ κράτη, θὰ συγκεντρωθοῦν εἰς τὸ «Ἀρκάσερ Τζάμπορι» τὸ ὁποῖον θὰ διεξαχθῇ κατὰ τὸν Αὔγουστον εἰς τὸ Μαρόκον. Ἡ Ἡνωμένη Ἀραβικὴ Δημοκρατία θὰ ἀντιπροσωπευθῇ ὑπὸ τετρακοσίων προσκόπων. Τὸ Τζάμπορι θὰ ἀκολουθήσῃ συνέδριον τῶν Προσκόπων εἰς τὴν Ταγκέρην.: [824, 997, 1120, 1135]
- article-text: Ὁ καύσων ἐξηκολούθησε καὶ χθὲς εἰς ὅλην τὴν χώραν, ἡ θερμοκρασία δὲ ἔφθασε τὰς 37 βαθμούς. Συμφώνως πρὸς τὸ δελτίον τῆς Μετεωρολογικῆς ὑπηρεσίας, εἰς τὰς Ἀθήνας, ἡ ἀνωτάτη θερμοκρασία ἔφθασε τοὺς 36 βαθμούς, καίτοι αἱ Ἀθῆναι διέρχονται ἰσχυρὸν καύσωνα. Εἰς τὴν Θεσσαλονίκην καὶ εἰς τὰ νησιὰ ἡ θερμοκρασία ἐκυμάνθη μεταξὺ 33 καὶ 35 βαθμῶν. Ὑψηλοτέρα θερμοκρασία ἐσημειώθη εἰς τὴν Λάρισαν, 39 βαθμοί, καὶ εἰς τὴν Λαμίαν 38 βαθμοί.: [20, 749, 251, 978]
- dateline: ΑΘΗΝΑΙ, 1 (Ρ)—: [1144, 143, 1266, 159]
- article-text: Τὰ δύο κονσόρτσιουμ τὰ ὁποῖα θὰ ἱδρυθοῦν προκειμένου νὰ χορηγηθῇ οἰκονομικὴ βοήθεια εἰς τὴν Ἑλλάδα καὶ τὴν Τουρκίαν, προβλέπεται νὰ συνέλθουν διὰ τὴν πρώτην των συνεδρίασιν κατὰ τὸν Σεπτέμβριον. Ἡ Ἑλλὰς καὶ ἡ Τουρκία ἐζήτησαν εἰσφορὰς ἐκ μέρους τῶν κρατῶν μελῶν τοῦ Ὀργανισμοῦ Οἰκονομικῆς Συνεργασίας καὶ Ἀναπτύξεως. Αἱ χῶραι αἱ ὁποῖαι θὰ μετάσχουν εἰς τὸ κονσόρτσιουμ εἶναι αἱ ΗΠΑ, Ἡνωμένον Βασίλειον, Γαλλία, Γερμανία, Ἰταλία, Καναδᾶς καὶ ἄλλαι. Τὸ Διεθνὲς Νομισματικὸν Ταμεῖον, ἡ Διεθνὴς Τράπεζα καὶ τὸ Εὐρωπαϊκὸν Νομισματικὸν Ταμεῖον θὰ μετάσχουν ἐπίσης.: [1132, 359, 1580, 512]
- headline: Ο ΜΠΕΝ ΜΠΕΛΛΑ ΑΝΕΒΑΛΕ ΤΟ ΣΧΕΔΙΟΝ ΕΙΣΟΔΟΥ: [534, 72, 1096, 132]
- article-body: [270, 787, 501, 970]
- article-body: [270, 1376, 501, 1574]
- dateline: ΠΑΡΙΣΙΟΙ, 1 (ΑΝΣΑ).—: [32, 1217, 221, 1233]
- headline: Ο ΣΑΧΗΣ ΜΕΣΟΛΑΒΗΤΗΣ: [1222, 672, 1490, 696]
- ad-line: μὲ τὴν Ὀρχήστρα «RECORDS»: [1253, 1445, 1459, 1462]
- article-body: [20, 440, 500, 686]
- ad-line: ΟΛΑ ΤΑ ΕΞΑΓΩΓΙΜΑ ΕΛΛΗΝΙΚΑ ΠΡΟΪΟΝΤΑ: [31, 1796, 281, 1811]
- article-text: Ἡ Ἀμερικανικὴ Ὑπηρεσία Πολιτικῆς Ἀεροπορίας ἀνήγγειλε σήμερον ὅτι τὸ ἀεροπλάνον ποὺ ἐξερράγη ἐν πτήσει τὴν 22αν Μαΐου ἐξ ἀφορμῆς τοῦ ὁποίου ἐφονεύθησαν 45 ἐπιβάται, ἀνετινάχθη ἀπὸ ἐπιβάτην ὁ ὁποῖος ἐπεθύμει νὰ εἰσπράξουν οἱ συγγενεῖς του τὸ ποσὸν τῆς ἀσφαλείας. Ὁ ἐπιβάτης εἶχεν ἀσφαλισθῆ διὰ 150.000 δολλάρια ὀλίγον πρὸ τῆς πτήσεως καὶ εἶχε μεταφέρει εἰς τὸ ἀεροσκάφος βόμβαν. Τὸ ἀεροπλάνον ἦτο Μπόεϊγκ 707, ἀνῆκε εἰς τὴν ἑταιρείαν Κόντινενταλ καὶ ἐξερράγη ὑπεράνω τῆς Πολιτείας Αἰόβα.: [510, 1468, 1120, 1575]
- ad-line: Εἴσοδος: Κῆπος Γ.Δ. 3½ Αἴθουσα Παιγνιδίων Γ.Δ. 10: [1182, 1531, 1530, 1548]
- dateline: ΜΠΟΥΕΝΟΣ ΑΫΡΕΣ, 1 (Ρ)—: [510, 1623, 693, 1655]
